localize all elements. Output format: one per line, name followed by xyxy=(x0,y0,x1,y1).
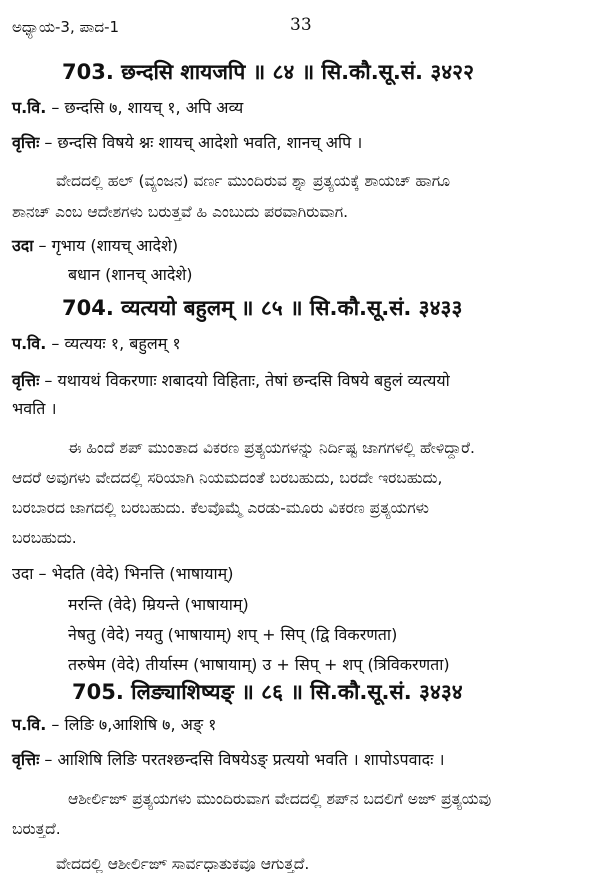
kannada-line: ಬರಬಾರದ ಜಾಗದಲ್ಲಿ ಬರಬಹುದು. ಕೆಲವೊಮ್ಮೆ ಎರಡು-ಮೂರು ವಿಕರಣ ಪ್ರತ್ಯಯಗಳು xyxy=(12,499,429,517)
chapter-header: ಅಧ್ಯಾಯ-3, ಪಾದ-1 xyxy=(12,18,120,36)
example-704 xyxy=(12,563,233,585)
kannada-line: ವೇದದಲ್ಲಿ ಹಲ್ (ವ್ಯಂಜನ) ವರ್ಣ ಮುಂದಿರುವ ಶ್ನಾ ಪ್ರತ್ಯಯಕ್ಕೆ ಶಾಯಚ್ ಹಾಗೂ xyxy=(56,172,451,190)
example-text: – गृभाय (शायच् आदेशे) xyxy=(38,236,179,255)
vritti-text: – आशिषि लिङि परतश्छन्दसि विषयेऽङ् प्रत्ययो भवति । शापोऽपवादः । xyxy=(44,750,445,769)
padavibhaga-703 xyxy=(12,97,243,119)
vritti-label: वृत्तिः xyxy=(12,750,40,769)
padavibhaga-text: – छन्दसि ७, शायच् १, अपि अव्य xyxy=(51,98,244,117)
padavibhaga-705 xyxy=(12,714,216,736)
vritti-label: वृत्तिः xyxy=(12,133,40,152)
kannada-line: ಆದರೆ ಅವುಗಳು ವೇದದಲ್ಲಿ ಸರಿಯಾಗಿ ನಿಯಮದಂತೆ ಬರಬಹುದು, ಬರದೇ ಇರಬಹುದು, xyxy=(12,469,443,487)
sutra-heading-704: 704. व्यत्ययो बहुलम् ॥ ८५ ॥ सि.कौ.सू.सं. ३४३३ xyxy=(62,296,463,320)
kannada-line: ಬರಬಹುದು. xyxy=(12,529,77,547)
padavibhaga-text: – व्यत्ययः १, बहुलम् १ xyxy=(51,334,181,353)
vritti-text: – छन्दसि विषये श्नः शायच् आदेशो भवति, शानच् अपि । xyxy=(44,133,363,152)
vritti-continuation: भवति । xyxy=(12,399,57,418)
example-label: उदा xyxy=(12,236,34,255)
kannada-line: ಬರುತ್ತದೆ. xyxy=(12,820,61,838)
example-text: तरुषेम (वेदे) तीर्यास्म (भाषायाम्) उ + सिप् + शप् (त्रिविकरणता) xyxy=(68,655,450,674)
kannada-line: ಆಶೀರ್ಲಿಙ್ ಪ್ರತ್ಯಯಗಳು ಮುಂದಿರುವಾಗ ವೇದದಲ್ಲಿ ಶಪ್‌ನ ಬದಲಿಗೆ ಅಙ್ ಪ್ರತ್ಯಯವು xyxy=(68,790,492,808)
example-text: मरन्ति (वेदे) म्रियन्ते (भाषायाम्) xyxy=(68,595,249,614)
vritti-704 xyxy=(12,370,450,392)
example-text: बधान (शानच् आदेशे) xyxy=(68,265,193,284)
vritti-text: – यथायथं विकरणाः शबादयो विहिताः, तेषां छन्दसि विषये बहुलं व्यत्ययो xyxy=(44,371,450,390)
vritti-705 xyxy=(12,749,445,771)
padavibhaga-text: – लिङि ७,आशिषि ७, अङ् १ xyxy=(51,715,217,734)
padavibhaga-label: प.वि. xyxy=(12,98,47,117)
kannada-line: ಈ ಹಿಂದೆ ಶಪ್ ಮುಂತಾದ ವಿಕರಣ ಪ್ರತ್ಯಯಗಳನ್ನು ನಿರ್ದಿಷ್ಟ ಜಾಗಗಳಲ್ಲಿ ಹೇಳಿದ್ದಾರೆ. xyxy=(68,439,475,457)
kannada-line: ವೇದದಲ್ಲಿ ಆಶೀರ್ಲಿಙ್ ಸಾರ್ವಧಾತುಕವೂ ಆಗುತ್ತದೆ. xyxy=(56,855,310,873)
padavibhaga-label: प.वि. xyxy=(12,715,47,734)
example-text: नेषतु (वेदे) नयतु (भाषायाम्) शप् + सिप् (द्वि विकरणता) xyxy=(68,625,398,644)
page-number: 33 xyxy=(290,15,312,35)
padavibhaga-704 xyxy=(12,333,181,355)
vritti-label: वृत्तिः xyxy=(12,371,40,390)
sutra-heading-705: 705. लिङ्याशिष्यङ् ॥ ८६ ॥ सि.कौ.सू.सं. ३४३४ xyxy=(72,680,463,704)
kannada-line: ಶಾನಚ್ ಎಂಬ ಆದೇಶಗಳು ಬರುತ್ತವೆ ಹಿ ಎಂಬುದು ಪರವಾಗಿರುವಾಗ. xyxy=(12,203,349,221)
example-text: – भेदति (वेदे) भिनत्ति (भाषायाम्) xyxy=(38,564,234,583)
sutra-heading-703: 703. छन्दसि शायजपि ॥ ८४ ॥ सि.कौ.सू.सं. ३४२२ xyxy=(62,60,475,84)
vritti-703 xyxy=(12,132,362,154)
padavibhaga-label: प.वि. xyxy=(12,334,47,353)
example-label: उदा xyxy=(12,564,34,583)
example-703 xyxy=(12,235,178,257)
